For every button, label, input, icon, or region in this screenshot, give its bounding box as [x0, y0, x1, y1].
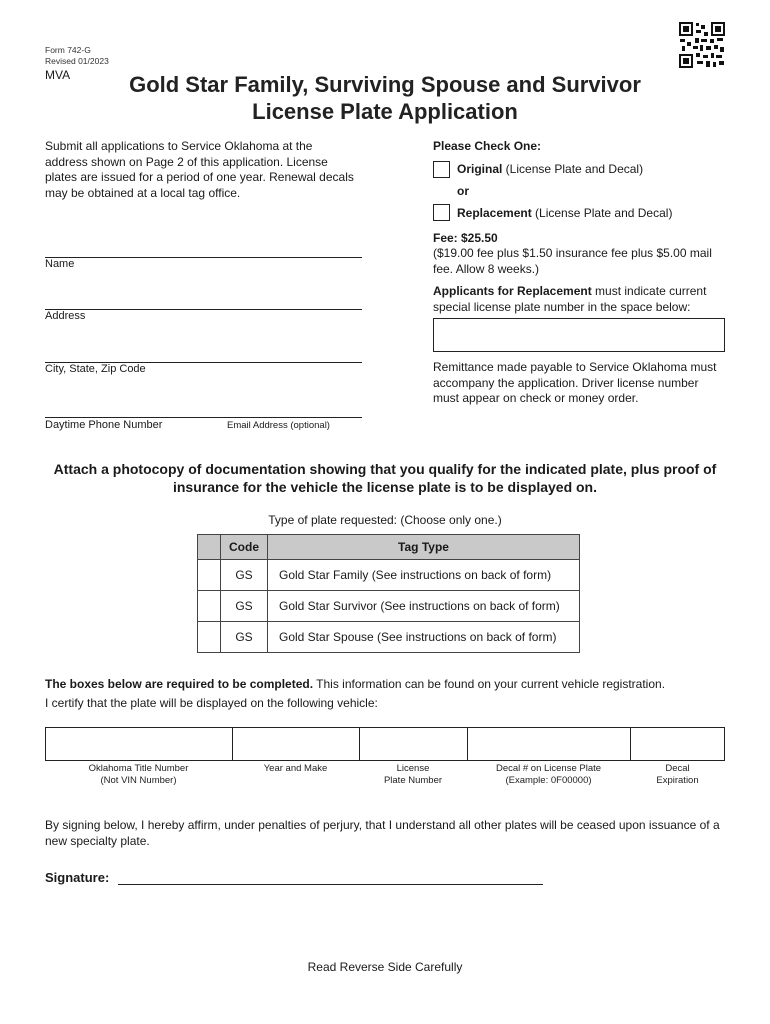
revised-date: Revised 01/2023	[45, 56, 109, 66]
replacement-note: Applicants for Replacement must indicate current special license plate number in the space below:	[433, 284, 707, 314]
decal-expiration-label: Decal Expiration	[656, 763, 699, 786]
vehicle-info-boxes	[45, 727, 725, 761]
required-notice: The boxes below are required to be completed. This information can be found on your current vehicle registration.	[45, 677, 666, 691]
plate-type-table	[197, 534, 580, 653]
signature-label: Signature:	[45, 870, 110, 885]
decal-number-input[interactable]	[467, 727, 630, 761]
code-column-header: Code	[221, 535, 268, 560]
footer-note: Read Reverse Side Carefully	[307, 960, 463, 974]
phone-email-field[interactable]	[45, 417, 362, 418]
table-row[interactable]	[198, 622, 580, 653]
check-one-heading: Please Check One:	[433, 139, 542, 153]
original-option-label: Original (License Plate and Decal)	[457, 162, 644, 176]
certify-text: I certify that the plate will be displayed on the following vehicle:	[45, 696, 378, 710]
decal-expiration-input[interactable]	[630, 727, 725, 761]
select-column-header	[198, 535, 221, 560]
year-make-label: Year and Make	[263, 763, 328, 774]
table-row[interactable]	[198, 560, 580, 591]
qr-code-icon	[679, 22, 725, 68]
attach-notice: Attach a photocopy of documentation showing that you qualify for the indicated plate, plus proof of insurance for the vehicle the license plate is to be displayed on.	[53, 461, 717, 495]
affirmation-text: By signing below, I hereby affirm, under penalties of perjury, that I understand all other plates will be ceased upon issuance of a new specialty plate.	[45, 818, 720, 848]
name-label: Name	[45, 258, 75, 270]
remittance-text: Remittance made payable to Service Oklahoma must accompany the application. Driver license number must appear on check or money order.	[433, 360, 717, 405]
plate-table-caption: Type of plate requested: (Choose only one.)	[268, 513, 502, 527]
name-field[interactable]	[45, 257, 362, 258]
year-make-input[interactable]	[232, 727, 359, 761]
signature-line[interactable]	[118, 884, 543, 885]
city-state-zip-label: City, State, Zip Code	[45, 363, 146, 375]
tag-type-column-header: Tag Type	[268, 535, 580, 560]
replacement-option-label: Replacement (License Plate and Decal)	[457, 206, 673, 220]
tag-type-cell: Gold Star Family (See instructions on back of form)	[268, 560, 580, 591]
license-plate-number-label: License Plate Number	[383, 763, 443, 786]
row-select-box[interactable]	[198, 560, 221, 591]
row-select-box[interactable]	[198, 591, 221, 622]
agency-label: MVA	[45, 68, 71, 82]
decal-number-label: Decal # on License Plate (Example: 0F00000)	[495, 763, 602, 786]
title-number-label: Oklahoma Title Number (Not VIN Number)	[88, 763, 189, 786]
page-title: Gold Star Family, Surviving Spouse and Survivor License Plate Application	[129, 72, 641, 124]
address-field[interactable]	[45, 309, 362, 310]
code-cell: GS	[221, 591, 268, 622]
tag-type-cell: Gold Star Survivor (See instructions on back of form)	[268, 591, 580, 622]
replacement-checkbox[interactable]	[433, 204, 450, 221]
form-number: Form 742-G	[45, 45, 91, 55]
license-plate-number-input[interactable]	[359, 727, 467, 761]
original-checkbox[interactable]	[433, 161, 450, 178]
phone-label: Daytime Phone Number	[45, 419, 163, 431]
code-cell: GS	[221, 622, 268, 653]
title-number-input[interactable]	[45, 727, 232, 761]
code-cell: GS	[221, 560, 268, 591]
fee-detail: ($19.00 fee plus $1.50 insurance fee plus $5.00 mail fee. Allow 8 weeks.)	[433, 246, 712, 276]
fee-label: Fee: $25.50	[433, 231, 498, 245]
tag-type-cell: Gold Star Spouse (See instructions on back of form)	[268, 622, 580, 653]
intro-text: Submit all applications to Service Oklahoma at the address shown on Page 2 of this application. License plates are issued for a period of one year. Renewal decals may be obtained at a local tag office.	[45, 139, 354, 200]
address-label: Address	[45, 310, 86, 322]
current-plate-number-input[interactable]	[433, 318, 725, 352]
table-row[interactable]	[198, 591, 580, 622]
or-label: or	[457, 184, 469, 198]
email-label: Email Address (optional)	[227, 420, 330, 431]
row-select-box[interactable]	[198, 622, 221, 653]
